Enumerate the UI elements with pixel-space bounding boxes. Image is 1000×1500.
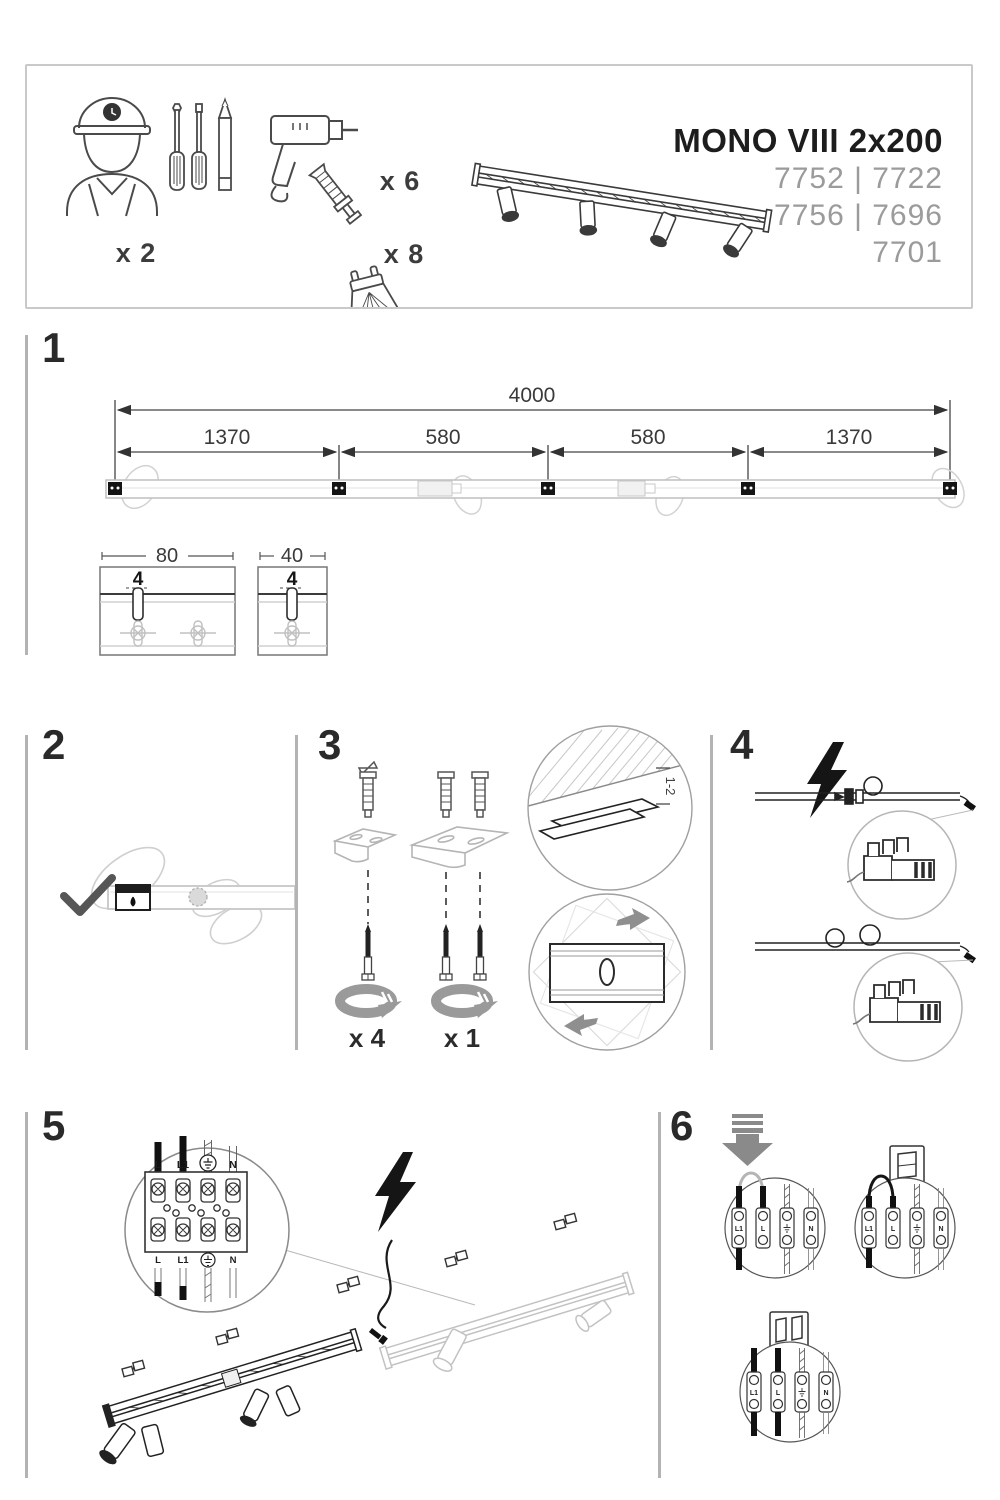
wiring-circle-one-switch bbox=[855, 1146, 955, 1278]
terminal-label: L1 bbox=[177, 1255, 189, 1266]
dim-segment: 580 bbox=[630, 426, 666, 449]
bracket-detail-80 bbox=[100, 552, 235, 655]
mount-bracket-large bbox=[412, 827, 507, 867]
grommet-icon bbox=[189, 888, 207, 906]
wiring-circle-direct bbox=[725, 1173, 825, 1278]
step-3-section bbox=[290, 720, 705, 1065]
mount-bracket-small bbox=[335, 829, 395, 862]
terminal-label: N bbox=[823, 1390, 829, 1397]
product-rail-drawing bbox=[467, 163, 772, 264]
wiring-detail-circle bbox=[125, 1136, 475, 1312]
rail-top bbox=[755, 777, 976, 820]
installer-qty: x 2 bbox=[115, 238, 157, 268]
dim-segment: 1370 bbox=[825, 426, 873, 449]
step1-dimension-drawing bbox=[20, 325, 980, 670]
step-number: 4 bbox=[730, 721, 754, 768]
wiring-circle-double-switch bbox=[740, 1312, 840, 1442]
installer-icon bbox=[67, 98, 157, 216]
bracket-detail-40 bbox=[258, 552, 327, 655]
product-code-row: 7701 bbox=[872, 236, 943, 269]
dim-segment-lines bbox=[118, 445, 947, 482]
terminal-label: L bbox=[890, 1226, 896, 1233]
terminal-label: L1 bbox=[734, 1226, 744, 1233]
step5-art bbox=[20, 1100, 660, 1498]
gap-dim: 1-2 bbox=[663, 776, 678, 796]
check-icon bbox=[64, 878, 112, 912]
rail-section-dark bbox=[97, 1329, 362, 1467]
screw-icon bbox=[362, 924, 486, 980]
step-number: 5 bbox=[42, 1102, 66, 1149]
step-number: 3 bbox=[318, 721, 342, 768]
pencil-icon bbox=[219, 100, 231, 190]
terminal-label: L bbox=[154, 1159, 162, 1171]
bracket-rotation-detail bbox=[529, 894, 685, 1050]
bracket-b-width: 40 bbox=[280, 545, 304, 567]
dim-total: 4000 bbox=[508, 384, 556, 407]
earth-icon bbox=[200, 1155, 216, 1171]
anchor-a-qty: x 4 bbox=[348, 1023, 386, 1053]
step-1-section bbox=[20, 325, 980, 670]
alignment-dashes bbox=[368, 870, 480, 924]
terminal-label: L1 bbox=[864, 1226, 874, 1233]
product-code-row: 7756 | 7696 bbox=[774, 199, 943, 232]
connector-box bbox=[116, 885, 150, 910]
terminal-callout-bottom bbox=[853, 953, 962, 1061]
terminal-label: N bbox=[229, 1255, 237, 1266]
terminal-label: N bbox=[229, 1159, 237, 1171]
bulb-qty: x 8 bbox=[383, 239, 425, 269]
product-code-row: 7752 | 7722 bbox=[774, 162, 943, 195]
terminal-label: N bbox=[938, 1226, 944, 1233]
bracket-a-width: 80 bbox=[155, 545, 179, 567]
bracket-b-hole: 4 bbox=[286, 569, 298, 590]
anchor-b-qty: x 1 bbox=[443, 1023, 481, 1053]
terminal-label: N bbox=[808, 1226, 814, 1233]
header-parts-box bbox=[25, 64, 973, 309]
wall-anchor-icon bbox=[310, 164, 363, 225]
rail-section-light bbox=[380, 1272, 634, 1374]
terminal-label: L1 bbox=[176, 1159, 190, 1171]
step-number: 2 bbox=[42, 721, 66, 768]
dim-segment: 1370 bbox=[203, 426, 251, 449]
wall-anchor-icon bbox=[359, 762, 488, 817]
terminal-label: L bbox=[775, 1390, 781, 1397]
terminal-callout-top bbox=[847, 811, 956, 919]
step-number: 6 bbox=[670, 1102, 694, 1149]
lightning-icon bbox=[807, 742, 847, 818]
step-6-section bbox=[650, 1100, 1000, 1498]
step-number: 1 bbox=[42, 324, 66, 371]
screwdriver-icon bbox=[170, 104, 206, 190]
step6-art bbox=[650, 1100, 1000, 1498]
drill-icon bbox=[271, 116, 358, 201]
step4-art bbox=[705, 720, 1000, 1065]
rail-drawing bbox=[106, 459, 971, 519]
step-divider-bar bbox=[295, 735, 298, 1050]
product-title: MONO VIII 2x200 bbox=[673, 122, 943, 159]
terminal-label: L bbox=[155, 1255, 161, 1266]
bracket-a-hole: 4 bbox=[132, 569, 144, 590]
rotate-arrow-icon bbox=[340, 989, 498, 1018]
step3-art bbox=[300, 720, 700, 1065]
step2-art bbox=[20, 720, 295, 1065]
rail-bottom bbox=[755, 925, 976, 963]
step-4-section bbox=[705, 720, 1000, 1065]
lightning-icon bbox=[375, 1152, 416, 1232]
terminal-strip bbox=[145, 1172, 247, 1252]
step-5-section bbox=[20, 1100, 660, 1498]
arrow-down-icon bbox=[722, 1114, 773, 1166]
earth-icon bbox=[201, 1253, 215, 1267]
product-codes bbox=[774, 160, 943, 271]
terminal-label: L1 bbox=[749, 1390, 759, 1397]
supply-cable bbox=[368, 1240, 392, 1345]
dim-segment: 580 bbox=[425, 426, 461, 449]
terminal-label: L bbox=[760, 1226, 766, 1233]
ceiling-gap-detail bbox=[510, 720, 700, 891]
step-2-section bbox=[20, 720, 295, 1065]
anchor-qty: x 6 bbox=[379, 166, 421, 196]
